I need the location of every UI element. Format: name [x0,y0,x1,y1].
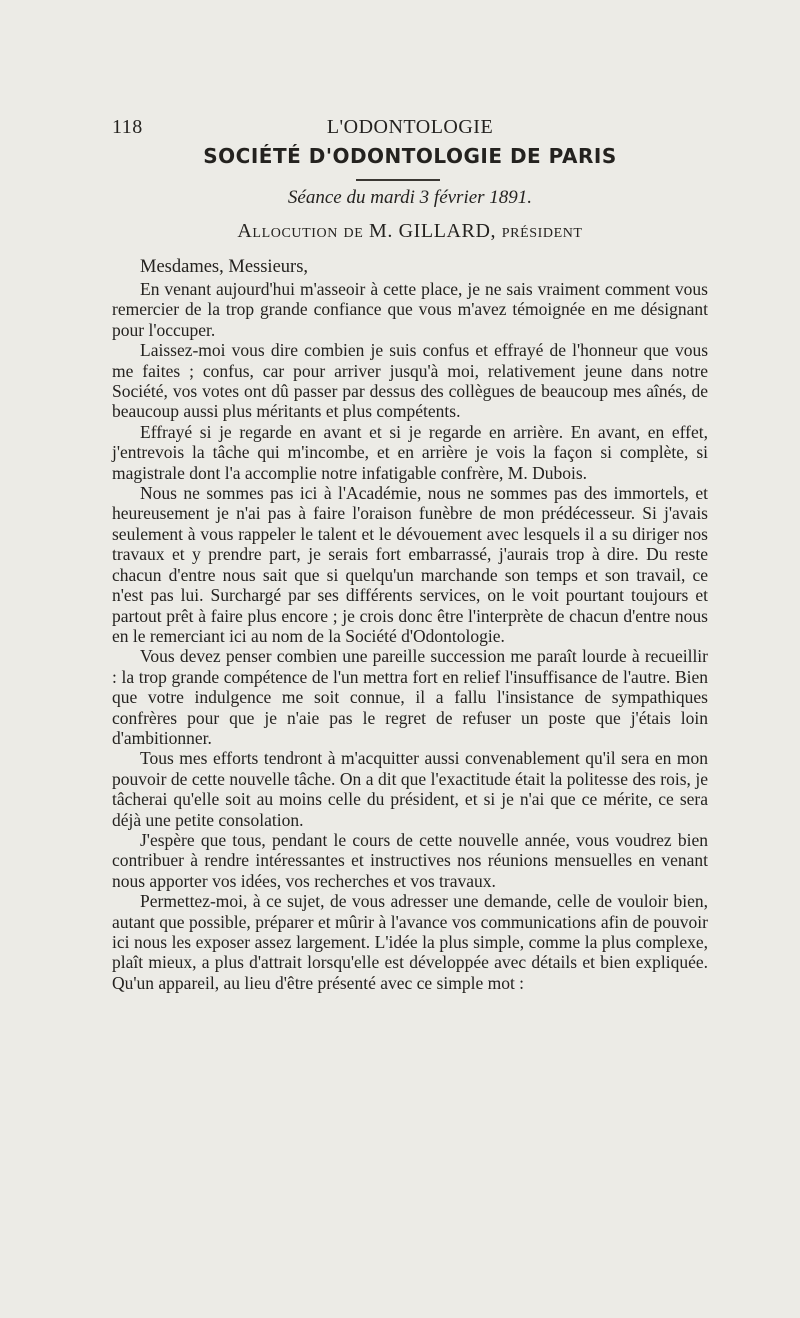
running-head [112,116,708,144]
journal-title: L'ODONTOLOGIE [326,116,494,138]
paragraph: Nous ne sommes pas ici à l'Académie, nous ne sommes pas des immortels, et heureusement je n'ai pas à faire l'oraison funèbre de mon prédécesseur. Si j'avais seulement à vous rappeler le talent et le dévouement avec lesquels il a su diriger nos travaux et y prendre part, je serais fort embarrassé, j'aurais trop à dire. Du reste chacun d'entre nous sait que si quelqu'un marchande son temps et son travail, ce n'est pas lui. Surchargé par ses différents services, on le voit pourtant toujours et partout prêt à faire plus encore ; je crois donc être l'interprète de chacun d'entre nous en le remerciant ici au nom de la Société d'Odontologie. [112,483,708,646]
paragraph: Laissez-moi vous dire combien je suis confus et effrayé de l'honneur que vous me faites ; confus, car pour arriver jusqu'à moi, relativement jeune dans notre Société, vos votes ont dû passer par dessus des collègues de beaucoup mes aînés, de beaucoup aussi plus méritants et plus compétents. [112,340,708,422]
session-date: Séance du mardi 3 février 1891. [287,187,533,208]
paragraph: Vous devez penser combien une pareille succession me paraît lourde à recueillir : la trop grande compétence de l'un mettra fort en relief l'insuffisance de l'autre. Bien que votre indulgence me soit connue, il a fallu l'insistance de sympathiques confrères pour que je n'aie pas le regret de refuser un poste que j'étais loin d'ambitionner. [112,646,708,748]
salutation: Mesdames, Messieurs, [140,257,309,277]
speech-body [112,279,708,993]
society-title: SOCIÉTÉ D'ODONTOLOGIE DE PARIS [203,144,617,168]
page-number: 118 [112,116,143,138]
title-divider [356,179,440,181]
paragraph: Tous mes efforts tendront à m'acquitter aussi convenablement qu'il sera en mon pouvoir de cette nouvelle tâche. On a dit que l'exactitude était la politesse des rois, je tâcherai qu'elle soit au moins celle du président, et si je n'ai que ce mérite, ce sera déjà une petite consolation. [112,748,708,830]
allocution-heading: Allocution de M. GILLARD, président [237,220,583,242]
paragraph: Permettez-moi, à ce sujet, de vous adresser une demande, celle de vouloir bien, autant que possible, préparer et mûrir à l'avance vos communications afin de pouvoir ici nous les exposer assez largement. L'idée la plus simple, comme la plus complexe, plaît mieux, a plus d'attrait lorsqu'elle est développée avec détails et bien expliquée. Qu'un appareil, au lieu d'être présenté avec ce simple mot : [112,891,708,993]
paragraph: Effrayé si je regarde en avant et si je regarde en arrière. En avant, en effet, j'entrevois la tâche qui m'incombe, et en arrière je vois la façon si complète, si magistrale dont l'a accomplie notre infatigable confrère, M. Dubois. [112,421,708,483]
paragraph: En venant aujourd'hui m'asseoir à cette place, je ne sais vraiment comment vous remercier de la trop grande confiance que vous m'avez témoignée en me désignant pour l'occuper. [112,279,708,340]
paragraph: J'espère que tous, pendant le cours de cette nouvelle année, vous voudrez bien contribuer à rendre intéressantes et instructives nos réunions mensuelles en venant nous apporter vos idées, vos recherches et vos travaux. [112,829,708,891]
